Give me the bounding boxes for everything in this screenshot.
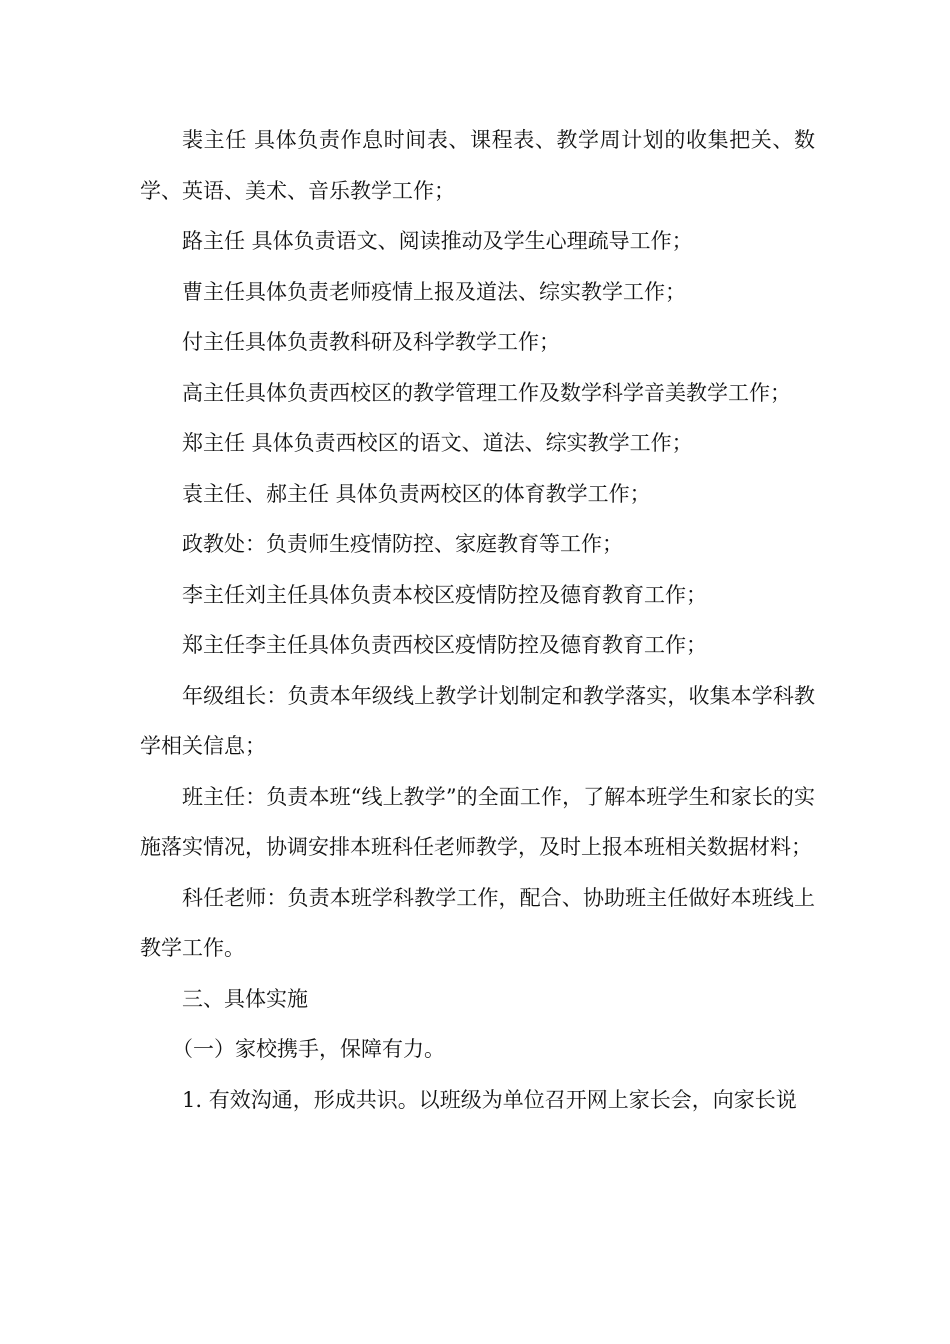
document-page <box>140 115 815 1125</box>
paragraph-pei: 裴主任 具体负责作息时间表、课程表、教学周计划的收集把关、数学、英语、美术、音乐教学工作； <box>140 128 815 203</box>
paragraph-zhengjiaochu: 政教处：负责师生疫情防控、家庭教育等工作； <box>182 532 623 556</box>
paragraph-lu: 路主任 具体负责语文、阅读推动及学生心理疏导工作； <box>182 229 693 253</box>
paragraph-subject-teacher: 科任老师：负责本班学科教学工作，配合、协助班主任做好本班线上教学工作。 <box>140 885 815 960</box>
paragraph-li-liu: 李主任刘主任具体负责本校区疫情防控及德育教育工作； <box>182 582 707 607</box>
paragraph-yuan-hao: 袁主任、郝主任 具体负责两校区的体育教学工作； <box>182 481 651 506</box>
subsection-heading-home-school: （一）家校携手，保障有力。 <box>172 1037 445 1061</box>
paragraph-fu: 付主任具体负责教科研及科学教学工作； <box>182 330 560 354</box>
paragraph-zheng: 郑主任 具体负责西校区的语文、道法、综实教学工作； <box>182 431 693 455</box>
paragraph-communication: 1. 有效沟通，形成共识。以班级为单位召开网上家长会，向家长说 <box>182 1087 797 1112</box>
paragraph-zheng-li: 郑主任李主任具体负责西校区疫情防控及德育教育工作； <box>182 633 707 657</box>
paragraph-head-teacher: 班主任：负责本班“线上教学”的全面工作，了解本班学生和家长的实施落实情况，协调安排本班科任老师教学，及时上报本班相关数据材料； <box>140 784 815 859</box>
section-heading-implementation: 三、具体实施 <box>182 986 308 1011</box>
paragraph-gao: 高主任具体负责西校区的教学管理工作及数学科学音美教学工作； <box>182 380 791 405</box>
paragraph-cao: 曹主任具体负责老师疫情上报及道法、综实教学工作； <box>182 279 686 304</box>
paragraph-grade-leader: 年级组长：负责本年级线上教学计划制定和教学落实，收集本学科教学相关信息； <box>140 683 815 758</box>
